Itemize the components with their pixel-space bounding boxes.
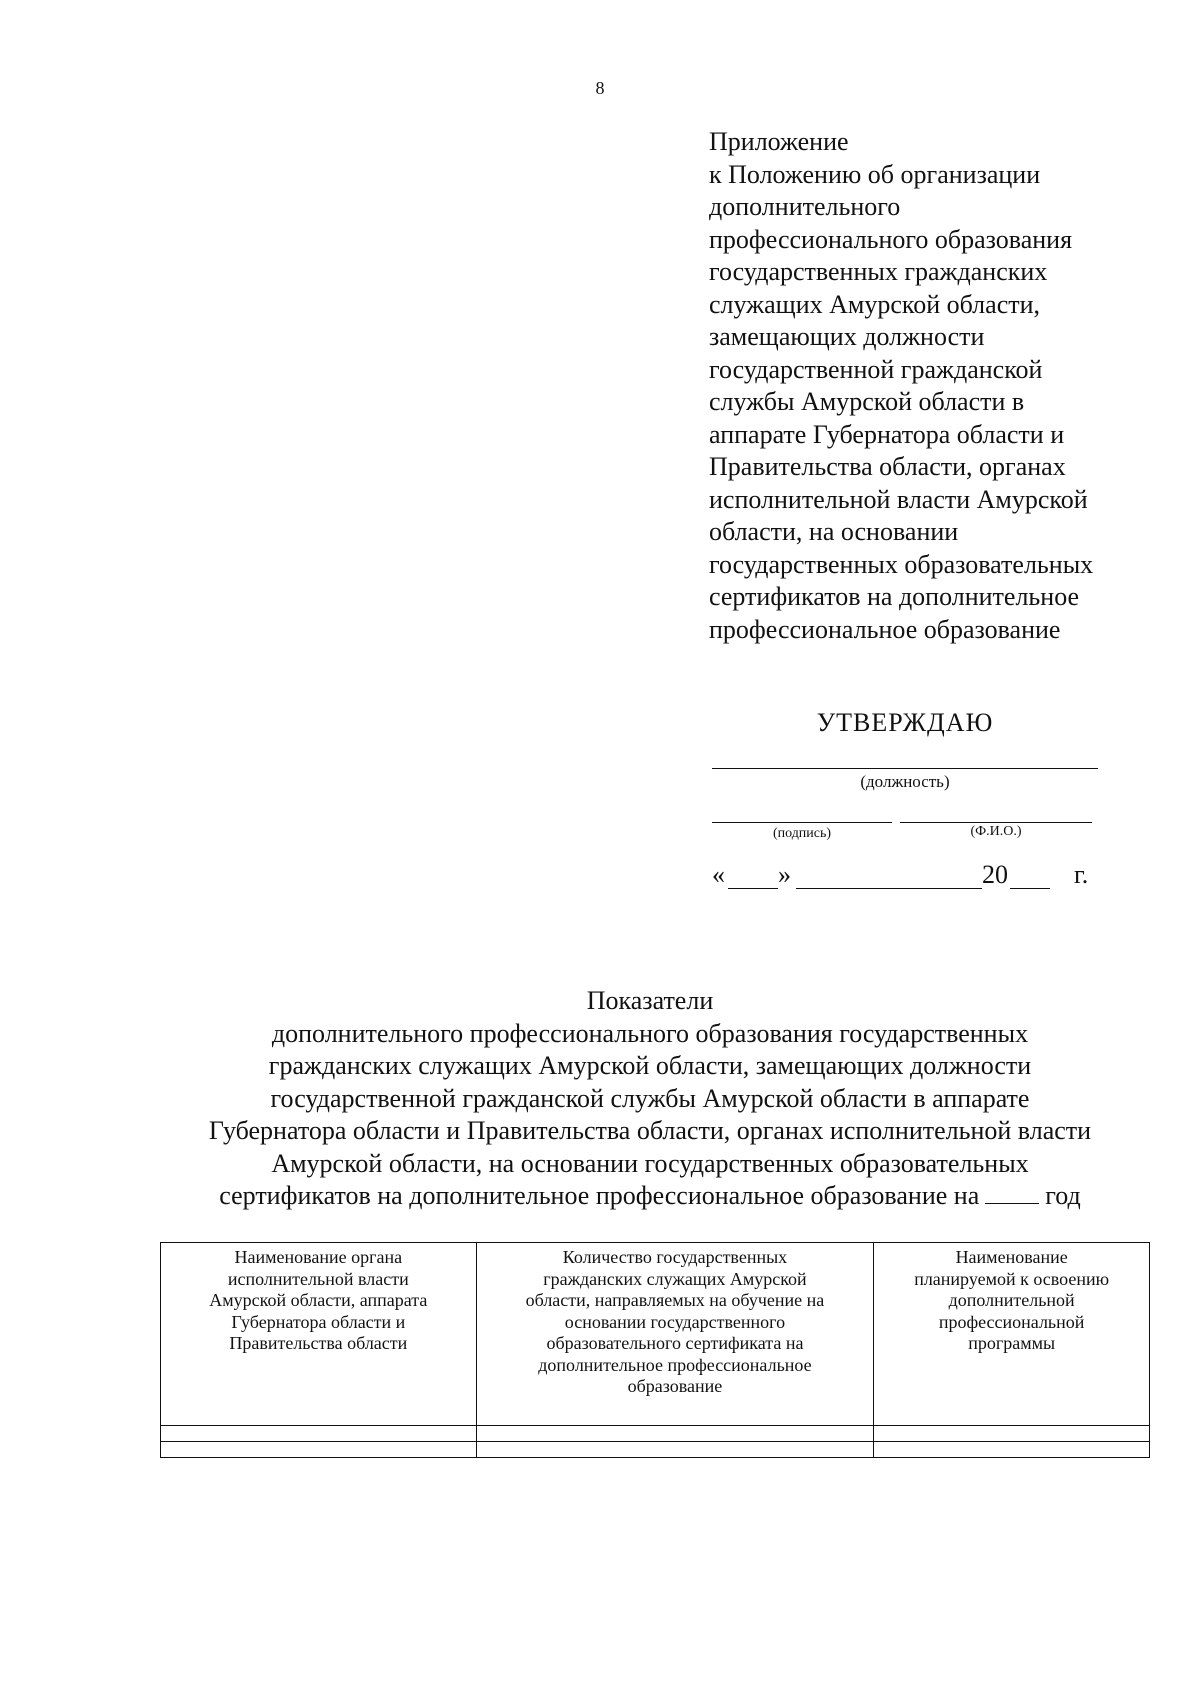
cell-line: образовательного сертификата на (546, 1333, 804, 1353)
appendix-line: государственной гражданской (709, 354, 1043, 384)
appendix-block (709, 126, 1169, 646)
page-number: 8 (595, 78, 605, 98)
heading-line: государственной гражданской службы Амурской области в аппарате (270, 1083, 1030, 1113)
heading-line: гражданских служащих Амурской области, замещающих должности (268, 1051, 1032, 1080)
name-line (900, 822, 1092, 823)
heading-last-line (130, 1180, 1170, 1213)
table-row (161, 1426, 1150, 1442)
table-row (161, 1442, 1150, 1458)
indicators-table (160, 1242, 1150, 1458)
month-line (796, 888, 982, 889)
appendix-line: Правительства области, органах (709, 452, 1066, 481)
cell-line: основании государственного (564, 1311, 786, 1332)
cell-line: дополнительное профессиональное (538, 1354, 812, 1375)
appendix-line: государственных образовательных (709, 549, 1094, 579)
date-row (712, 860, 1104, 892)
appendix-line: дополнительного (709, 192, 901, 221)
year-line (1010, 888, 1050, 889)
appendix-line: к Положению об организации (709, 159, 1041, 189)
cell-line: планируемой к освоению (914, 1268, 1110, 1289)
appendix-line: аппарате Губернатора области и (709, 419, 1065, 449)
cell-line: исполнительной власти (227, 1268, 409, 1289)
header-cell-program (874, 1243, 1150, 1426)
day-line (728, 888, 778, 889)
cell-line: дополнительной (948, 1290, 1075, 1310)
appendix-line: профессионального образования (709, 224, 1073, 254)
table-cell[interactable] (476, 1426, 874, 1442)
heading-line: Губернатора области и Правительства области, органах исполнительной власти (208, 1116, 1092, 1145)
table-cell[interactable] (161, 1426, 477, 1442)
cell-line: образование (627, 1376, 723, 1396)
name-caption: (Ф.И.О.) (970, 824, 1022, 839)
heading-last-line-text: сертификатов на дополнительное профессиональное образование на (219, 1181, 980, 1210)
appendix-line: замещающих должности (709, 322, 985, 351)
cell-line: области, направляемых на обучение на (525, 1290, 825, 1310)
appendix-line: государственных гражданских (709, 257, 1048, 286)
cell-line: Правительства области (229, 1333, 408, 1353)
header-cell-authority (161, 1243, 477, 1426)
position-line (712, 768, 1098, 769)
document-heading (130, 985, 1170, 1213)
cell-line: Наименование (955, 1247, 1068, 1267)
table-cell[interactable] (874, 1426, 1150, 1442)
heading-line: дополнительного профессионального образования государственных (271, 1018, 1029, 1048)
cell-line: Наименование органа (234, 1247, 403, 1267)
cell-line: Количество государственных (562, 1247, 788, 1267)
appendix-line: Приложение (709, 127, 849, 156)
table-cell[interactable] (161, 1442, 477, 1458)
table-cell[interactable] (476, 1442, 874, 1458)
cell-line: Губернатора области и (231, 1311, 406, 1332)
cell-line: гражданских служащих Амурской (543, 1268, 807, 1289)
signature-line (712, 822, 892, 823)
heading-line: Показатели (586, 986, 714, 1015)
appendix-line: профессиональное образование (709, 614, 1061, 644)
cell-line: программы (968, 1333, 1056, 1353)
date-year-prefix: 20 (982, 860, 1008, 889)
cell-line: Амурской области, аппарата (209, 1290, 428, 1310)
date-close-quote: » (778, 860, 791, 889)
appendix-line: сертификатов на дополнительное (709, 582, 1080, 611)
date-open-quote: « (712, 860, 725, 889)
date-year-suffix: г. (1074, 860, 1089, 889)
signature-caption: (подпись) (772, 826, 832, 841)
appendix-line: служащих Амурской области, (709, 289, 1041, 319)
table-cell[interactable] (874, 1442, 1150, 1458)
appendix-line: исполнительной власти Амурской (709, 484, 1088, 514)
header-cell-count (476, 1243, 874, 1426)
appendix-line: области, на основании (709, 517, 959, 546)
heading-year-word: год (1045, 1181, 1081, 1210)
cell-line: профессиональной (938, 1311, 1085, 1332)
table-header-row (161, 1243, 1150, 1426)
approve-title: УТВЕРЖДАЮ (816, 708, 994, 737)
year-blank (985, 1183, 1039, 1204)
appendix-line: службы Амурской области в (709, 387, 1025, 416)
position-caption: (должность) (860, 772, 950, 791)
heading-line: Амурской области, на основании государственных образовательных (271, 1148, 1029, 1178)
